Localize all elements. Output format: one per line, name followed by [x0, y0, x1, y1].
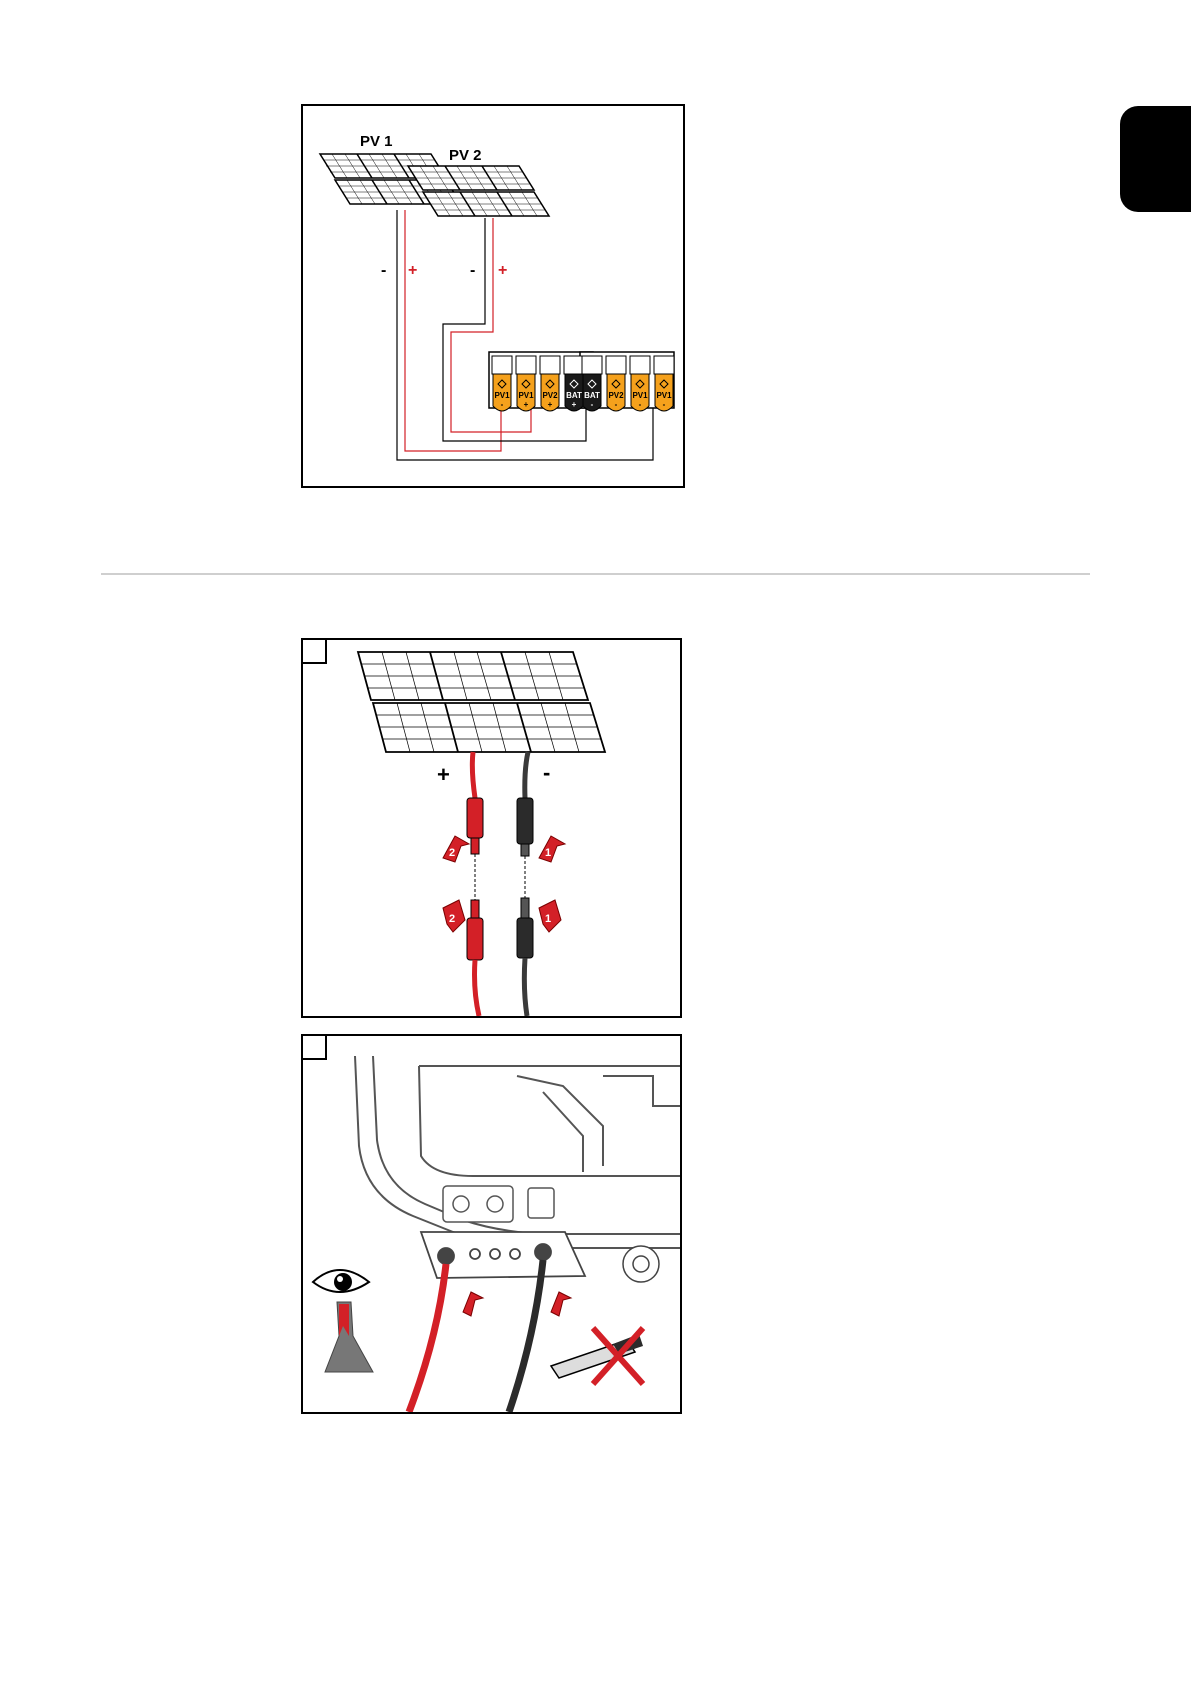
no-cutter-icon: [551, 1328, 643, 1384]
pv2-label: PV 2: [449, 147, 482, 164]
right-terminal-sign-3: -: [638, 400, 642, 409]
cable-insertion-svg: [303, 1036, 680, 1412]
left-terminal-4: [564, 356, 584, 411]
arrow-insert-red: [463, 1292, 483, 1316]
pv-wiring-diagram: [301, 104, 685, 488]
eye-inspection-icon: [313, 1270, 373, 1372]
arrow-up-left-num: 2: [449, 847, 456, 859]
plus-label: +: [437, 762, 450, 787]
left-terminal-label-3: PV2: [542, 391, 558, 400]
pv1-plus-label: +: [408, 262, 418, 279]
solar-panel-array: [358, 652, 605, 752]
pv-wiring-svg: [303, 106, 683, 486]
right-terminal-label-4: PV1: [656, 391, 672, 400]
pv2-plus-label: +: [498, 262, 508, 279]
left-terminal-sign-1: -: [500, 400, 504, 409]
inverter-housing: [355, 1056, 680, 1248]
arrow-down-right-num: 1: [545, 913, 552, 925]
right-terminal-label-3: PV1: [632, 391, 648, 400]
red-cable-connector: [467, 752, 483, 1016]
arrow-up-right-num: 1: [545, 847, 552, 859]
black-cable-connector: [517, 752, 533, 1016]
right-terminal-label-1: BAT: [584, 391, 600, 400]
right-terminal-label-2: PV2: [608, 391, 624, 400]
connector-step-svg: [303, 640, 680, 1016]
left-terminal-label-4: BAT: [566, 391, 582, 400]
left-terminal-2: [516, 356, 536, 411]
chapter-tab: [1120, 106, 1191, 212]
pv1-minus-label: -: [381, 262, 387, 279]
left-terminal-sign-2: +: [523, 400, 529, 409]
section-divider: [101, 573, 1090, 575]
arrow-down-left-num: 2: [449, 913, 456, 925]
cable-insertion-figure: [301, 1034, 682, 1414]
left-terminal-sign-4: +: [571, 400, 577, 409]
pv2-minus-label: -: [470, 262, 476, 279]
red-cable: [409, 1264, 446, 1412]
left-terminal-3: [540, 356, 560, 411]
arrow-up-right: [539, 836, 565, 862]
pv1-label: PV 1: [360, 133, 393, 150]
right-terminal-2: [606, 356, 626, 411]
connector-step-figure: [301, 638, 682, 1018]
right-terminal-sign-2: -: [614, 400, 618, 409]
minus-label: -: [543, 760, 551, 785]
left-terminal-sign-3: +: [547, 400, 553, 409]
arrow-up-left: [443, 836, 469, 862]
round-cap: [623, 1246, 659, 1282]
right-terminal-3: [630, 356, 650, 411]
terminal-group: [492, 356, 674, 411]
right-terminal-sign-1: -: [590, 400, 594, 409]
arrow-down-right: [539, 900, 561, 932]
wiring: [397, 210, 653, 460]
left-terminal-1: [492, 356, 512, 411]
right-terminal-1: [582, 356, 602, 411]
left-terminal-label-2: PV1: [518, 391, 534, 400]
terminal-studs: [443, 1186, 554, 1222]
right-terminal-4: [654, 356, 674, 411]
black-cable: [509, 1260, 543, 1412]
arrow-down-left: [443, 900, 465, 932]
arrow-insert-black: [551, 1292, 571, 1316]
right-terminal-sign-4: -: [662, 400, 666, 409]
left-terminal-label-1: PV1: [494, 391, 510, 400]
